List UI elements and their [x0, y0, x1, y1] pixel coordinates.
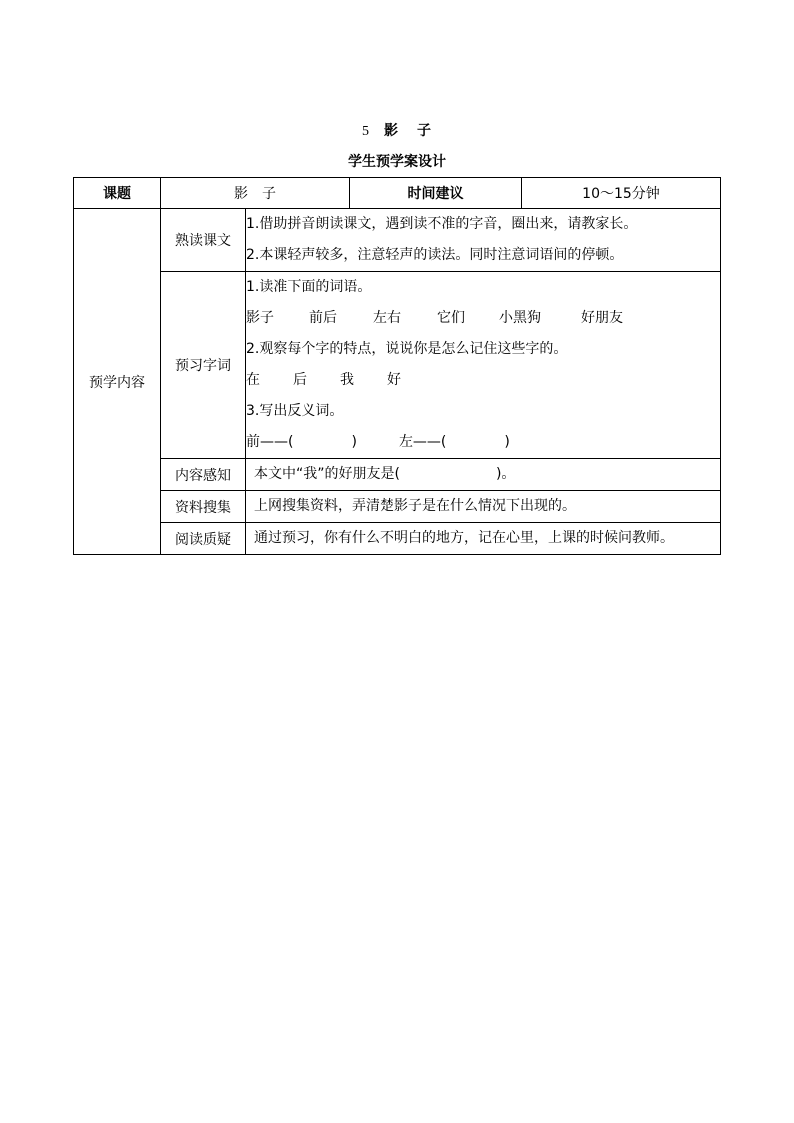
vocab-char-list	[246, 365, 720, 396]
vocab-item-2: 2.观察每个字的特点，说说你是怎么记住这些字的。	[246, 341, 568, 357]
vocab-content	[246, 272, 721, 459]
table-row-research	[74, 491, 721, 523]
vocab-word: 左右	[373, 310, 401, 326]
time-value: 10～15分钟	[522, 178, 721, 209]
vocab-word: 小黑狗	[499, 310, 541, 326]
perception-suffix: )。	[495, 466, 516, 482]
antonym-2-suffix: )	[504, 434, 510, 450]
antonym-line	[246, 427, 720, 458]
lesson-title-char-1: 影	[384, 123, 399, 139]
antonym-1-suffix: )	[351, 434, 357, 450]
questions-text: 通过预习，你有什么不明白的地方，记在心里，上课的时候问教师。	[254, 530, 674, 546]
section-label: 预学内容	[74, 209, 161, 555]
vocab-item-3: 3.写出反义词。	[246, 403, 344, 419]
vocab-char: 在	[246, 372, 260, 388]
worksheet-subtitle: 学生预学案设计	[348, 154, 446, 170]
time-label: 时间建议	[350, 178, 522, 209]
vocab-char: 我	[340, 372, 354, 388]
questions-content	[246, 523, 721, 555]
vocab-word-list	[246, 303, 720, 334]
vocab-label: 预习字词	[161, 272, 246, 459]
perception-prefix: 本文中“我”的好朋友是(	[254, 466, 400, 482]
topic-value: 影 子	[161, 178, 350, 209]
vocab-word: 好朋友	[581, 310, 623, 326]
table-row-questions	[74, 523, 721, 555]
vocab-word: 影子	[246, 310, 274, 326]
table-row-header	[74, 178, 721, 209]
topic-label: 课题	[74, 178, 161, 209]
reading-content	[246, 209, 721, 272]
reading-line-1: 1.借助拼音朗读课文，遇到读不准的字音，圈出来，请教家长。	[246, 216, 638, 232]
research-content	[246, 491, 721, 523]
table-row-perception	[74, 459, 721, 491]
vocab-char: 好	[387, 372, 401, 388]
perception-text	[246, 459, 720, 490]
perception-content	[246, 459, 721, 491]
vocab-item-1: 1.读准下面的词语。	[246, 279, 372, 295]
reading-line-2: 2.本课轻声较多，注意轻声的读法。同时注意词语间的停顿。	[246, 247, 624, 263]
preview-plan-table	[73, 177, 721, 555]
lesson-title	[0, 120, 794, 140]
vocab-word: 它们	[437, 310, 465, 326]
questions-label: 阅读质疑	[161, 523, 246, 555]
lesson-title-char-2: 子	[417, 123, 432, 139]
lesson-number: 5	[362, 124, 370, 139]
perception-label: 内容感知	[161, 459, 246, 491]
research-text: 上网搜集资料，弄清楚影子是在什么情况下出现的。	[254, 498, 576, 514]
research-label: 资料搜集	[161, 491, 246, 523]
table-row-reading	[74, 209, 721, 272]
antonym-2-prefix: 左——(	[398, 434, 447, 450]
reading-label: 熟读课文	[161, 209, 246, 272]
vocab-char: 后	[293, 372, 307, 388]
table-row-vocab	[74, 272, 721, 459]
antonym-1-prefix: 前——(	[246, 434, 294, 450]
vocab-word: 前后	[309, 310, 337, 326]
